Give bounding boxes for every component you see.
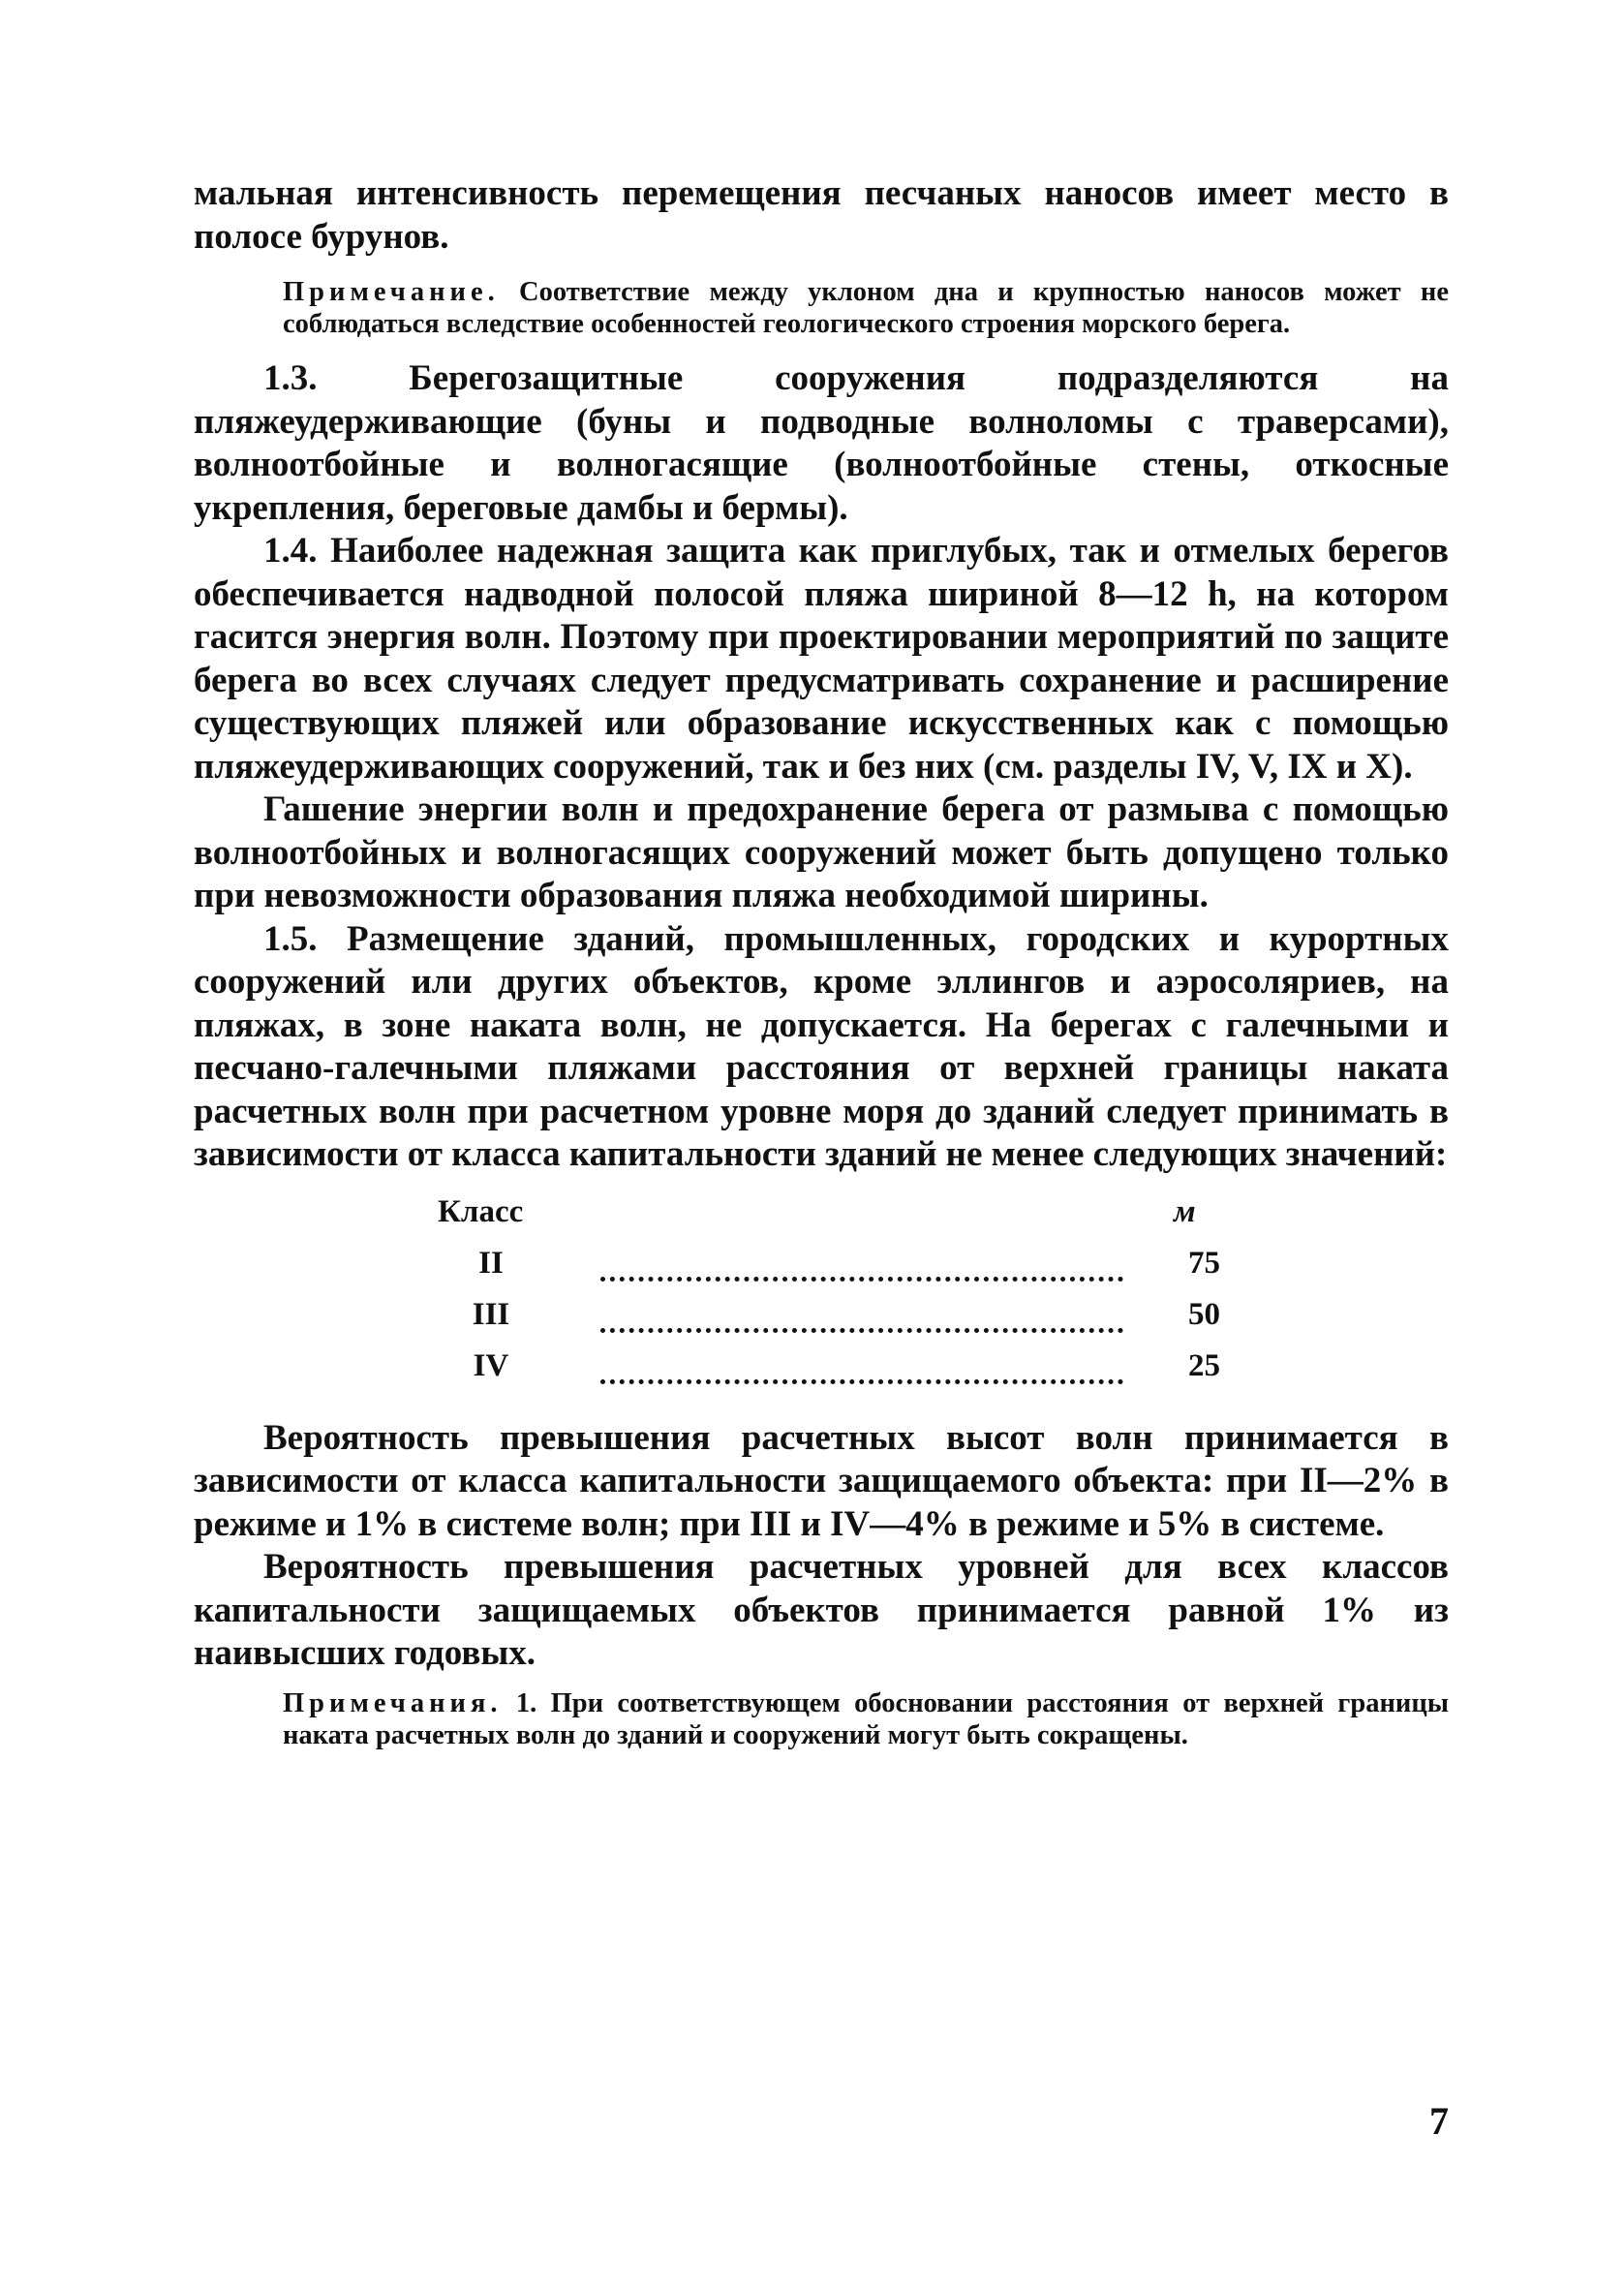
note-2: [194, 1687, 1449, 1751]
note-2-text: 1. При соответствующем обосновании расстояния от верхней границы наката расчетных волн до зданий и сооружений могут быть сокращены.: [283, 1687, 1449, 1750]
leader-dots: [600, 1345, 1123, 1384]
distance-table: [194, 1194, 1449, 1400]
paragraph-gashenie: Гашение энергии волн и предохранение берега от размыва с помощью волноотбойных и волногасящих сооружений может быть допущено только при невозможности образования пляжа необходимой ширины.: [194, 789, 1449, 915]
table-cell-class: III: [472, 1296, 510, 1332]
table-row: [194, 1297, 1449, 1348]
document-page: [194, 172, 1449, 1751]
paragraph-veroyatnost-2: Вероятность превышения расчетных уровней для всех классов капитальности защищаемых объектов принимается равной 1% из наивысших годовых.: [194, 1547, 1449, 1673]
note-2-label: Примечания.: [283, 1687, 503, 1718]
page-number: 7: [1429, 2099, 1449, 2143]
leader-dots: [600, 1293, 1123, 1333]
table-cell-value: 50: [1188, 1296, 1220, 1332]
paragraph-1-5: 1.5. Размещение зданий, промышленных, городских и курортных сооружений или других объектов, кроме эллингов и аэросоляриев, на пляжах, в зоне наката волн, не допускается. На берегах с галечными и песчано-галечными пляжами расстояния от верхней границы наката расчетных волн при расчетном уровне моря до зданий следует принимать в зависимости от класса капитальности зданий не менее следующих значений:: [194, 918, 1449, 1174]
table-cell-class: IV: [473, 1347, 509, 1383]
table-header: [194, 1194, 1449, 1246]
paragraph-veroyatnost-1: Вероятность превышения расчетных высот волн принимается в зависимости от класса капитальности защищаемого объекта: при II—2% в режиме и 1% в системе волн; при III и IV—4% в режиме и 5% в системе.: [194, 1417, 1449, 1544]
table-header-unit: м: [1174, 1193, 1196, 1229]
paragraph-1-3: 1.3. Берегозащитные сооружения подразделяются на пляжеудерживающие (буны и подводные волноломы с траверсами), волноотбойные и волногасящие (волноотбойные стены, откосные укрепления, береговые дамбы и бермы).: [194, 358, 1449, 528]
note-1-label: Примечание.: [283, 277, 500, 307]
table-cell-class: II: [478, 1245, 504, 1281]
table-header-class: Класс: [438, 1193, 524, 1229]
leader-dots: [600, 1242, 1123, 1282]
table-row: [194, 1246, 1449, 1297]
table-row: [194, 1348, 1449, 1400]
note-1: [194, 276, 1449, 340]
table-cell-value: 25: [1188, 1347, 1220, 1383]
paragraph-intro: мальная интенсивность перемещения песчаных наносов имеет место в полосе бурунов.: [194, 173, 1449, 257]
note-1-text: Соответствие между уклоном дна и крупностью наносов может не соблюдаться вследствие особенностей геологического строения морского берега.: [283, 277, 1449, 339]
table-cell-value: 75: [1188, 1245, 1220, 1281]
paragraph-1-4: 1.4. Наиболее надежная защита как приглубых, так и отмелых берегов обеспечивается надводной полосой пляжа шириной 8—12 h, на котором гасится энергия волн. Поэтому при проектировании мероприятий по защите берега во всех случаях следует предусматривать сохранение и расширение существующих пляжей или образование искусственных как с помощью пляжеудерживающих сооружений, так и без них (см. разделы IV, V, IX и X).: [194, 531, 1449, 787]
